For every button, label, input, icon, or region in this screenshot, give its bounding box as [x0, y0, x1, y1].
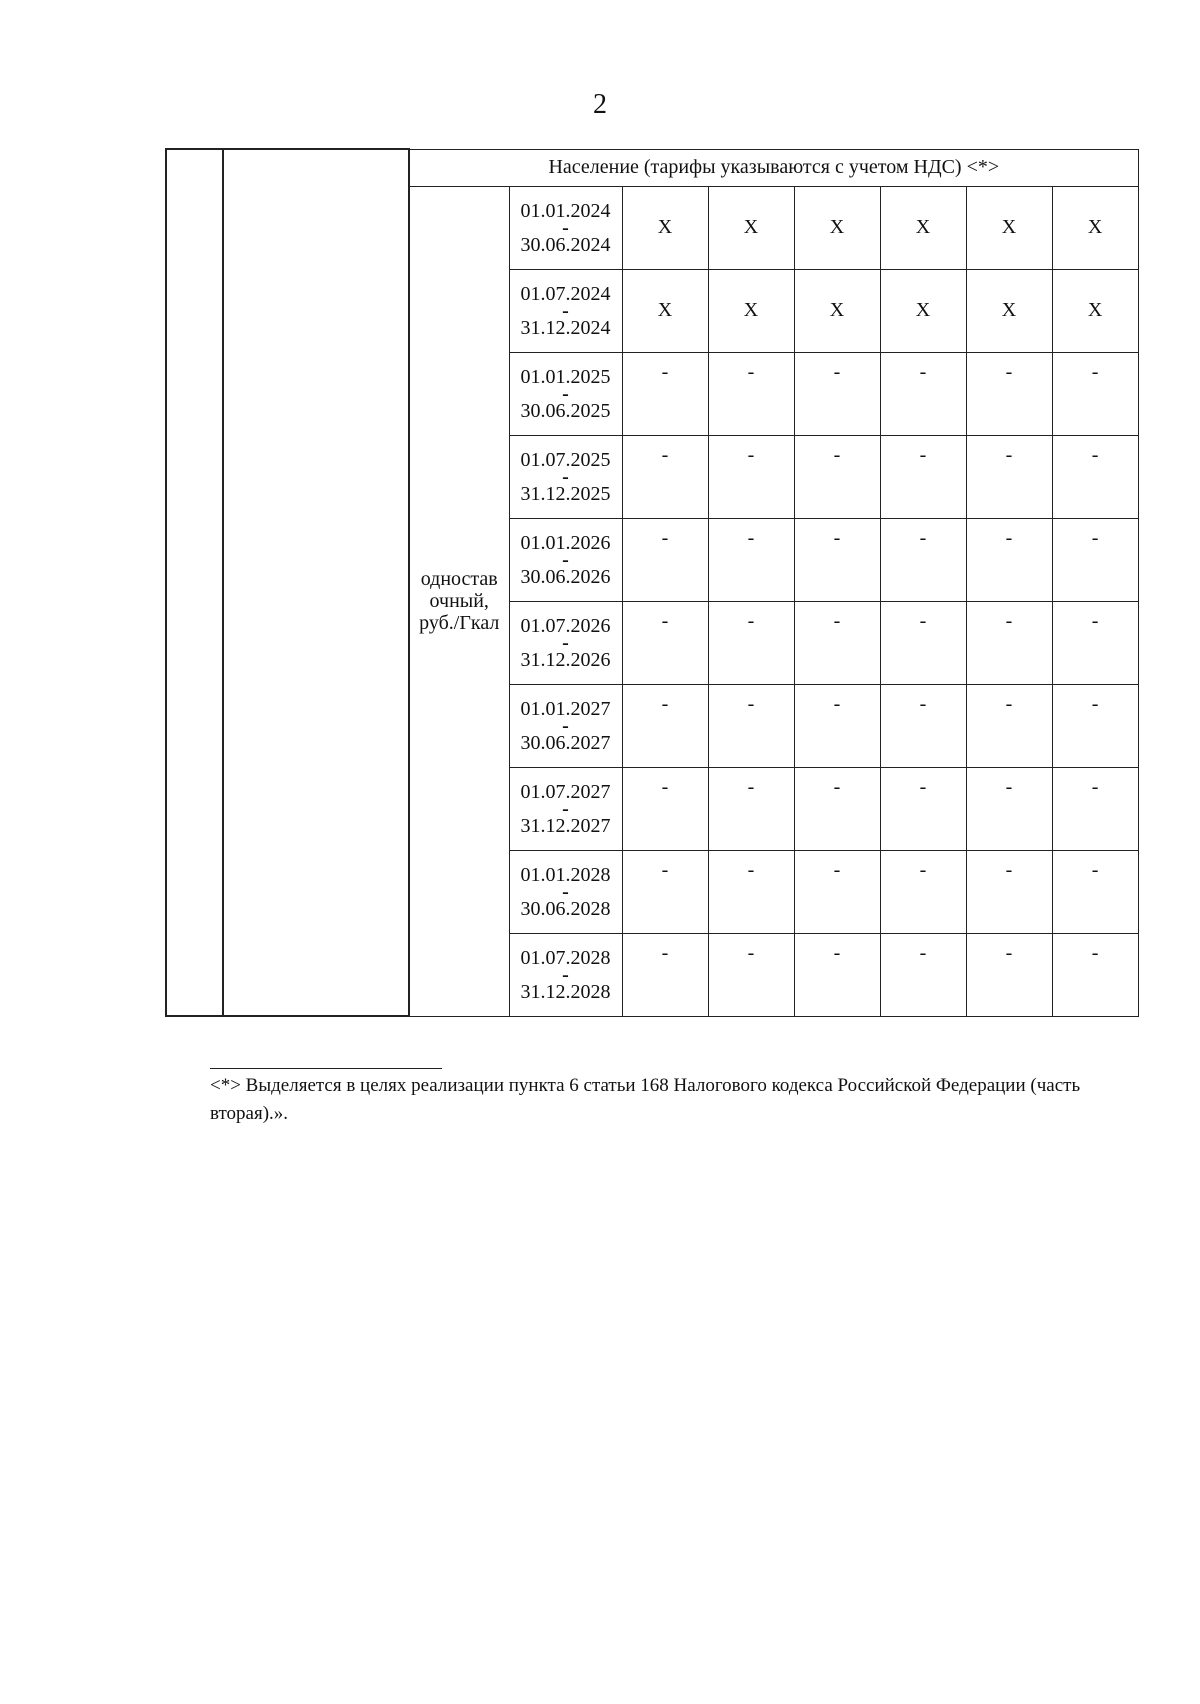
period-start: 01.07.2024: [520, 282, 611, 305]
tariff-value-cell: -: [966, 352, 1052, 435]
tariff-value-cell: -: [1052, 933, 1138, 1016]
period-cell: [509, 601, 622, 684]
tariff-value-cell: -: [880, 684, 966, 767]
tariff-value-cell: -: [794, 767, 880, 850]
period-end: 31.12.2027: [520, 814, 611, 837]
period-cell: [509, 767, 622, 850]
period-separator: -: [562, 382, 569, 405]
tariff-value-cell: -: [622, 435, 708, 518]
tariff-value-cell: -: [622, 933, 708, 1016]
tariff-value-cell: -: [794, 850, 880, 933]
tariff-value-cell: -: [708, 933, 794, 1016]
tariff-value-cell: X: [880, 269, 966, 352]
period-cell: [509, 850, 622, 933]
tariff-value-cell: -: [708, 767, 794, 850]
tariff-value-cell: -: [1052, 684, 1138, 767]
period-cell: [509, 933, 622, 1016]
tariff-value-cell: -: [880, 850, 966, 933]
tariff-value-cell: X: [966, 186, 1052, 269]
tariff-value-cell: X: [622, 186, 708, 269]
tariff-value-cell: -: [1052, 435, 1138, 518]
tariff-value-cell: -: [708, 684, 794, 767]
tariff-value-cell: -: [708, 850, 794, 933]
tariff-value-cell: -: [966, 850, 1052, 933]
tariff-value-cell: X: [1052, 269, 1138, 352]
period-start: 01.07.2027: [520, 780, 611, 803]
name-column-cell: [223, 149, 409, 1016]
tariff-value-cell: -: [966, 435, 1052, 518]
population-header: Население (тарифы указываются с учетом НДС) <*>: [409, 149, 1138, 186]
period-separator: -: [562, 299, 569, 322]
period-start: 01.01.2028: [520, 863, 611, 886]
page-number: 2: [593, 89, 607, 120]
tariff-value-cell: -: [966, 518, 1052, 601]
period-start: 01.07.2025: [520, 448, 611, 471]
tariff-value-cell: -: [966, 767, 1052, 850]
table-body: [166, 149, 1138, 1016]
tariff-value-cell: X: [880, 186, 966, 269]
period-separator: -: [562, 216, 569, 239]
period-start: 01.07.2026: [520, 614, 611, 637]
period-end: 30.06.2024: [520, 233, 611, 256]
period-end: 31.12.2025: [520, 482, 611, 505]
period-separator: -: [562, 631, 569, 654]
footnote-text: <*> Выделяется в целях реализации пункта 6 статьи 168 Налогового кодекса Российской Федерации (часть вторая).».: [210, 1075, 1081, 1124]
period-cell: [509, 186, 622, 269]
period-end: 31.12.2026: [520, 648, 611, 671]
tariff-value-cell: -: [708, 601, 794, 684]
period-cell: [509, 269, 622, 352]
period-start: 01.07.2028: [520, 946, 611, 969]
tariff-value-cell: -: [794, 933, 880, 1016]
tariff-value-cell: -: [1052, 850, 1138, 933]
period-end: 31.12.2028: [520, 980, 611, 1003]
period-end: 30.06.2027: [520, 731, 611, 754]
tariff-value-cell: -: [794, 352, 880, 435]
period-cell: [509, 435, 622, 518]
period-start: 01.01.2026: [520, 531, 611, 554]
tariff-value-cell: -: [622, 352, 708, 435]
tariff-value-cell: -: [622, 601, 708, 684]
period-cell: [509, 352, 622, 435]
tariff-value-cell: -: [708, 435, 794, 518]
tariff-value-cell: X: [794, 186, 880, 269]
period-start: 01.01.2025: [520, 365, 611, 388]
number-column-cell: [166, 149, 223, 1016]
tariff-value-cell: X: [794, 269, 880, 352]
period-separator: -: [562, 714, 569, 737]
tariff-value-cell: X: [966, 269, 1052, 352]
tariff-value-cell: X: [708, 186, 794, 269]
tariff-value-cell: -: [794, 601, 880, 684]
tariff-value-cell: -: [966, 933, 1052, 1016]
tariff-value-cell: -: [1052, 601, 1138, 684]
period-separator: -: [562, 797, 569, 820]
tariff-value-cell: -: [708, 352, 794, 435]
period-cell: [509, 518, 622, 601]
tariff-value-cell: -: [880, 601, 966, 684]
tariff-value-cell: -: [966, 684, 1052, 767]
tariff-value-cell: X: [1052, 186, 1138, 269]
tariff-value-cell: -: [1052, 767, 1138, 850]
tariff-value-cell: -: [880, 767, 966, 850]
tariff-value-cell: -: [1052, 352, 1138, 435]
tariff-value-cell: -: [880, 352, 966, 435]
tariff-value-cell: X: [622, 269, 708, 352]
tariff-value-cell: -: [880, 435, 966, 518]
tariff-value-cell: -: [708, 518, 794, 601]
period-separator: -: [562, 963, 569, 986]
tariff-value-cell: -: [622, 518, 708, 601]
tariff-value-cell: -: [1052, 518, 1138, 601]
tariff-value-cell: -: [966, 601, 1052, 684]
period-separator: -: [562, 880, 569, 903]
footnote-rule: [210, 1068, 442, 1069]
period-end: 30.06.2028: [520, 897, 611, 920]
tariff-value-cell: -: [794, 518, 880, 601]
tariff-value-cell: -: [622, 850, 708, 933]
tariff-table: [165, 148, 1139, 1017]
period-separator: -: [562, 548, 569, 571]
tariff-value-cell: -: [794, 435, 880, 518]
tariff-value-cell: -: [622, 767, 708, 850]
period-end: 30.06.2026: [520, 565, 611, 588]
tariff-unit-cell: одностав очный, руб./Гкал: [409, 186, 509, 1016]
table-header-row: [166, 149, 1138, 186]
period-separator: -: [562, 465, 569, 488]
period-cell: [509, 684, 622, 767]
tariff-value-cell: -: [622, 684, 708, 767]
period-end: 30.06.2025: [520, 399, 611, 422]
tariff-value-cell: -: [880, 933, 966, 1016]
period-start: 01.01.2027: [520, 697, 611, 720]
period-start: 01.01.2024: [520, 199, 611, 222]
period-end: 31.12.2024: [520, 316, 611, 339]
tariff-value-cell: -: [794, 684, 880, 767]
tariff-value-cell: X: [708, 269, 794, 352]
tariff-value-cell: -: [880, 518, 966, 601]
